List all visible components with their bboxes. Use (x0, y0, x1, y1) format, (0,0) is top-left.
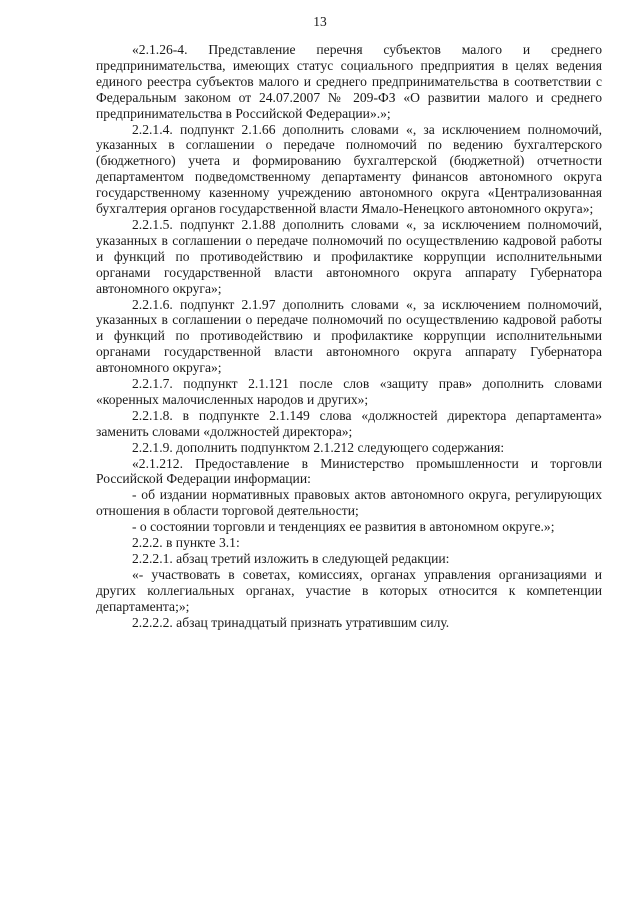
paragraph-2-2-2: 2.2.2. в пункте 3.1: (132, 535, 240, 551)
paragraph-quote-councils: «- участвовать в советах, комиссиях, органах управления организациями и других коллегиальных органах, участие в которых относится к компетенции департамента;»; (96, 566, 602, 614)
document-body (96, 42, 602, 631)
paragraph-2-2-1-9: 2.2.1.9. дополнить подпунктом 2.1.212 следующего содержания: (132, 439, 505, 455)
paragraph-2-2-1-7: 2.2.1.7. подпункт 2.1.121 после слов «защиту прав» дополнить словами «коренных малочисленных народов и других»; (96, 376, 602, 407)
paragraph-2-1-212: «2.1.212. Предоставление в Министерство промышленности и торговли Российской Федерации информации: (96, 455, 602, 487)
paragraph-2-2-1-8: 2.2.1.8. в подпункте 2.1.149 слова «должностей директора департамента» заменить словами «должностей директора»; (96, 407, 602, 439)
list-item-legal-acts: - об издании нормативных правовых актов автономного округа, регулирующих отношения в области торговой деятельности; (96, 487, 602, 519)
page-number: 13 (313, 14, 327, 29)
paragraph-2-2-2-2: 2.2.2.2. абзац тринадцатый признать утратившим силу. (132, 614, 450, 630)
list-item-trade-state: - о состоянии торговли и тенденциях ее развития в автономном округе.»; (132, 519, 555, 535)
paragraph-2-1-26-4: «2.1.26-4. Представление перечня субъектов малого и среднего предпринимательства, имеющих статус социального предприятия в целях ведения единого реестра субъектов малого и среднего предпринимательства в соответствии с Федеральным законом от 24.07.2007 № 209-ФЗ «О развитии малого и среднего предпринимательства в Российской Федерации».»; (96, 42, 602, 121)
paragraph-2-2-1-4: 2.2.1.4. подпункт 2.1.66 дополнить словами «, за исключением полномочий, указанных в соглашении о передаче полномочий по ведению бухгалтерского (бюджетного) учета и формированию бухгалтерской (бюджетной) отчетности департаментом подведомственному департаменту финансов автономного округа государственному казенному учреждению автономного округа «Централизованная бухгалтерия органов государственной власти Ямало-Ненецкого автономного округа»; (96, 121, 602, 217)
paragraph-2-2-1-6: 2.2.1.6. подпункт 2.1.97 дополнить словами «, за исключением полномочий, указанных в соглашении о передаче полномочий по осуществлению кадровой работы и функций по противодействию и профилактике коррупции исполнительными органами государственной власти автономного округа аппарату Губернатора автономного округа»; (96, 296, 602, 376)
paragraph-2-2-1-5: 2.2.1.5. подпункт 2.1.88 дополнить словами «, за исключением полномочий, указанных в соглашении о передаче полномочий по осуществлению кадровой работы и функций по противодействию и профилактике коррупции исполнительными органами государственной власти автономного округа аппарату Губернатора автономного округа»; (96, 216, 602, 296)
paragraph-2-2-2-1: 2.2.2.1. абзац третий изложить в следующей редакции: (132, 551, 450, 566)
